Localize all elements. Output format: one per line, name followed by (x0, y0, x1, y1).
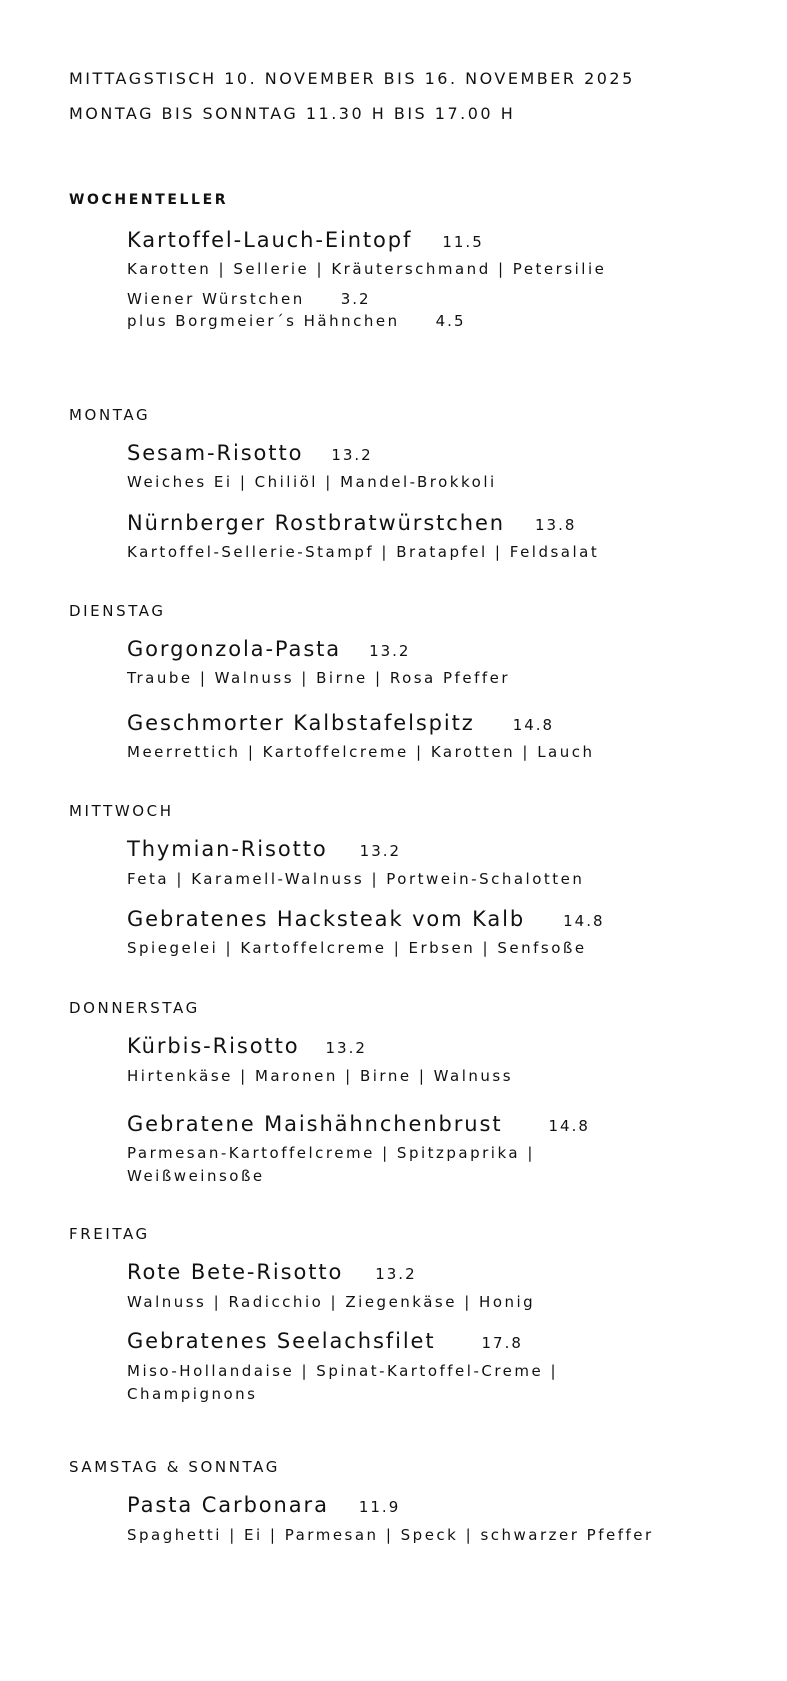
dish (127, 837, 401, 861)
dish-description: Champignons (127, 1385, 258, 1403)
dish-name: Kartoffel-Lauch-Eintopf (127, 228, 413, 252)
dish-name: Thymian-Risotto (127, 837, 328, 861)
dish (127, 711, 554, 735)
dish (127, 1112, 590, 1136)
dish (127, 1329, 523, 1353)
section-donnerstag: DONNERSTAG (69, 999, 200, 1017)
section-samstag-sonntag: SAMSTAG & SONNTAG (69, 1458, 280, 1476)
dish-price: 14.8 (563, 912, 605, 930)
dish-name: Sesam-Risotto (127, 441, 304, 465)
dish-price: 17.8 (481, 1334, 523, 1352)
dish-price: 13.2 (369, 642, 411, 660)
dish-name: Rote Bete-Risotto (127, 1260, 344, 1284)
dish-price: 13.2 (375, 1265, 417, 1283)
dish (127, 637, 410, 661)
dish-price: 13.2 (325, 1039, 367, 1057)
dish-description: Weiches Ei | Chiliöl | Mandel-Brokkoli (127, 473, 497, 491)
dish-price: 11.9 (358, 1498, 401, 1516)
dish-price: 13.2 (359, 842, 402, 860)
dish (127, 1260, 417, 1284)
dish (127, 1493, 400, 1517)
dish-wochenteller (127, 228, 484, 252)
dish-price: 11.5 (442, 233, 484, 251)
dish-description: Walnuss | Radicchio | Ziegenkäse | Honig (127, 1293, 536, 1311)
dish-name: Pasta Carbonara (127, 1493, 329, 1517)
section-mittwoch: MITTWOCH (69, 802, 174, 820)
dish-description: Parmesan-Kartoffelcreme | Spitzpaprika | (127, 1144, 535, 1162)
dish-description: Spiegelei | Kartoffelcreme | Erbsen | Senfsoße (127, 939, 587, 957)
dish-price: 13.2 (331, 446, 373, 464)
extra-price: 3.2 (340, 290, 371, 308)
section-montag: MONTAG (69, 406, 151, 424)
dish (127, 907, 605, 931)
header-dates: MITTAGSTISCH 10. NOVEMBER BIS 16. NOVEMBER 2025 (69, 69, 635, 88)
section-freitag: FREITAG (69, 1225, 150, 1243)
dish (127, 511, 576, 535)
dish-name: Gorgonzola-Pasta (127, 637, 342, 661)
extra-item (127, 312, 466, 330)
extra-label: Wiener Würstchen (127, 290, 305, 308)
dish-description: Weißweinsoße (127, 1167, 265, 1185)
extra-item (127, 290, 371, 308)
dish-name: Geschmorter Kalbstafelspitz (127, 711, 475, 735)
dish-description: Spaghetti | Ei | Parmesan | Speck | schwarzer Pfeffer (127, 1526, 654, 1544)
dish-name: Nürnberger Rostbratwürstchen (127, 511, 505, 535)
dish-description: Feta | Karamell-Walnuss | Portwein-Schalotten (127, 870, 585, 888)
dish-price: 13.8 (534, 516, 577, 534)
dish-name: Gebratene Maishähnchenbrust (127, 1112, 503, 1136)
dish-name: Gebratenes Hacksteak vom Kalb (127, 907, 526, 931)
dish (127, 1034, 367, 1058)
dish-description: Kartoffel-Sellerie-Stampf | Bratapfel | Feldsalat (127, 543, 600, 561)
dish-price: 14.8 (512, 716, 555, 734)
dish-description: Karotten | Sellerie | Kräuterschmand | Petersilie (127, 260, 607, 278)
header-hours: MONTAG BIS SONNTAG 11.30 H BIS 17.00 H (69, 104, 516, 123)
dish-description: Hirtenkäse | Maronen | Birne | Walnuss (127, 1067, 514, 1085)
dish-description: Miso-Hollandaise | Spinat-Kartoffel-Creme | (127, 1362, 559, 1380)
extra-label: plus Borgmeier´s Hähnchen (127, 312, 400, 330)
dish-name: Kürbis-Risotto (127, 1034, 300, 1058)
extra-price: 4.5 (435, 312, 466, 330)
dish (127, 441, 373, 465)
dish-price: 14.8 (548, 1117, 590, 1135)
dish-description: Meerrettich | Kartoffelcreme | Karotten | Lauch (127, 743, 595, 761)
section-dienstag: DIENSTAG (69, 602, 166, 620)
section-wochenteller: WOCHENTELLER (69, 192, 229, 208)
dish-description: Traube | Walnuss | Birne | Rosa Pfeffer (127, 669, 511, 687)
dish-name: Gebratenes Seelachsfilet (127, 1329, 436, 1353)
